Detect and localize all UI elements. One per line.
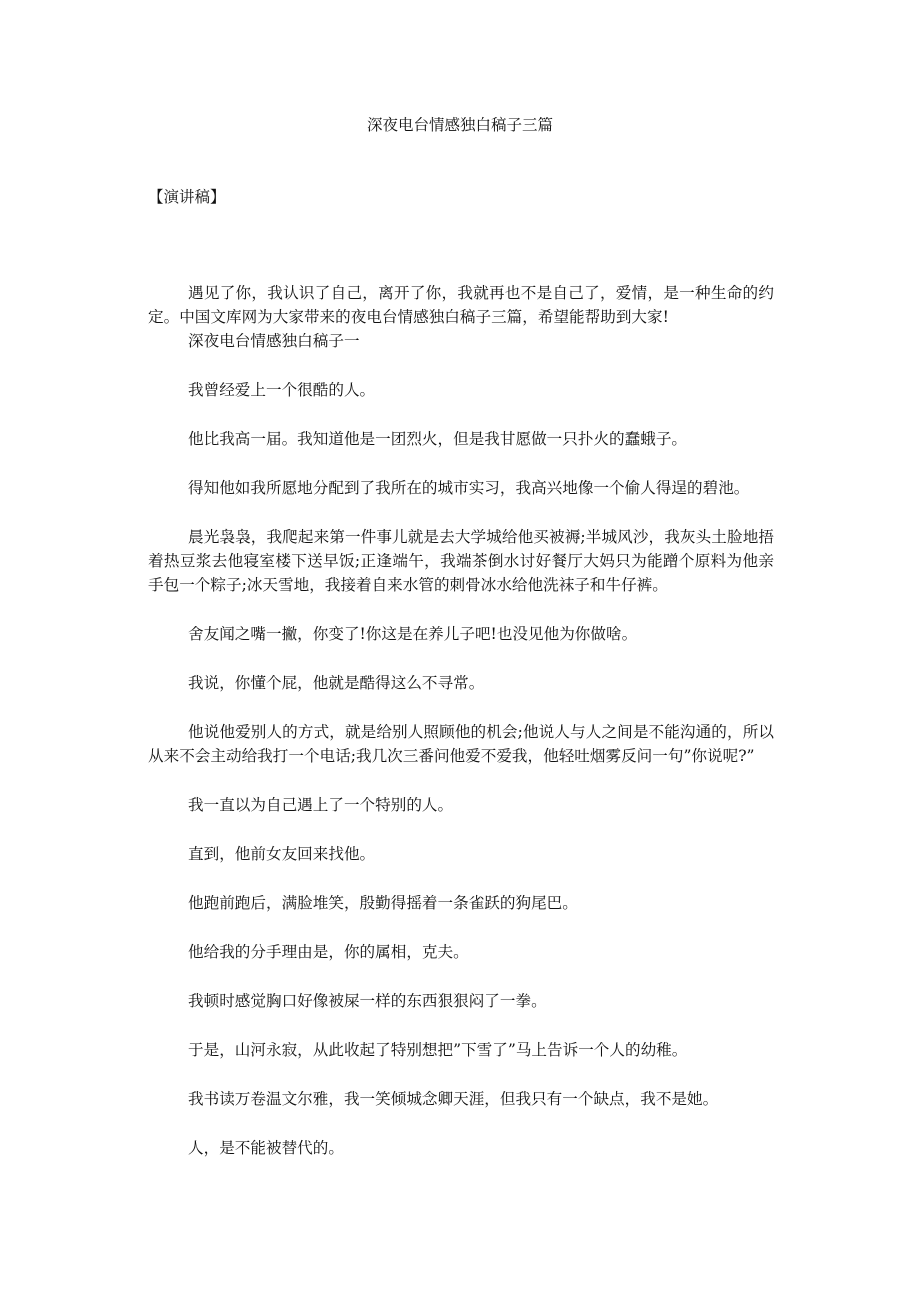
paragraph: 于是，山河永寂，从此收起了特别想把”下雪了”马上告诉一个人的幼稚。 [188,1041,688,1059]
paragraph: 他跑前跑后，满脸堆笑，殷勤得摇着一条雀跃的狗尾巴。 [188,894,578,912]
document-title: 深夜电台情感独白稿子三篇 [366,116,553,134]
paragraph: 得知他如我所愿地分配到了我所在的城市实习，我高兴地像一个偷人得逞的碧池。 [188,479,750,497]
paragraph: 他给我的分手理由是，你的属相，克夫。 [188,943,469,961]
paragraph: 他说他爱别人的方式，就是给别人照顾他的机会;他说人与人之间是不能沟通的，所以从来不会主动给我打一个电话;我几次三番问他爱不爱我，他轻吐烟雾反问一句”你说呢?” [148,723,774,765]
paragraph: 我说，你懂个屁，他就是酷得这么不寻常。 [188,674,485,692]
paragraph: 我曾经爱上一个很酷的人。 [188,381,376,399]
section-heading: 深夜电台情感独白稿子一 [188,332,360,350]
document-category: 【演讲稿】 [148,188,226,206]
paragraph: 遇见了你，我认识了自己，离开了你，我就再也不是自己了，爱情，是一种生命的约定。中国文库网为大家带来的夜电台情感独白稿子三篇，希望能帮助到大家! [148,284,774,326]
paragraph: 舍友闻之嘴一撇，你变了!你这是在养儿子吧!也没见他为你做啥。 [188,625,638,643]
paragraph: 我书读万卷温文尔雅，我一笑倾城念卿天涯，但我只有一个缺点，我不是她。 [188,1090,719,1108]
paragraph: 人，是不能被替代的。 [188,1139,344,1157]
paragraph: 他比我高一届。我知道他是一团烈火，但是我甘愿做一只扑火的蠢蛾子。 [188,430,688,448]
document-body [148,281,774,1185]
paragraph: 晨光袅袅，我爬起来第一件事儿就是去大学城给他买被褥;半城风沙，我灰头土脸地捂着热豆浆去他寝室楼下送早饭;正逢端午，我端茶倒水讨好餐厅大妈只为能蹭个原料为他亲手包一个粽子;冰天雪地，我接着自来水管的刺骨冰水给他洗袜子和牛仔裤。 [148,528,774,594]
paragraph: 直到，他前女友回来找他。 [188,845,376,863]
paragraph: 我一直以为自己遇上了一个特别的人。 [188,796,454,814]
paragraph: 我顿时感觉胸口好像被屎一样的东西狠狠闷了一拳。 [188,992,547,1010]
